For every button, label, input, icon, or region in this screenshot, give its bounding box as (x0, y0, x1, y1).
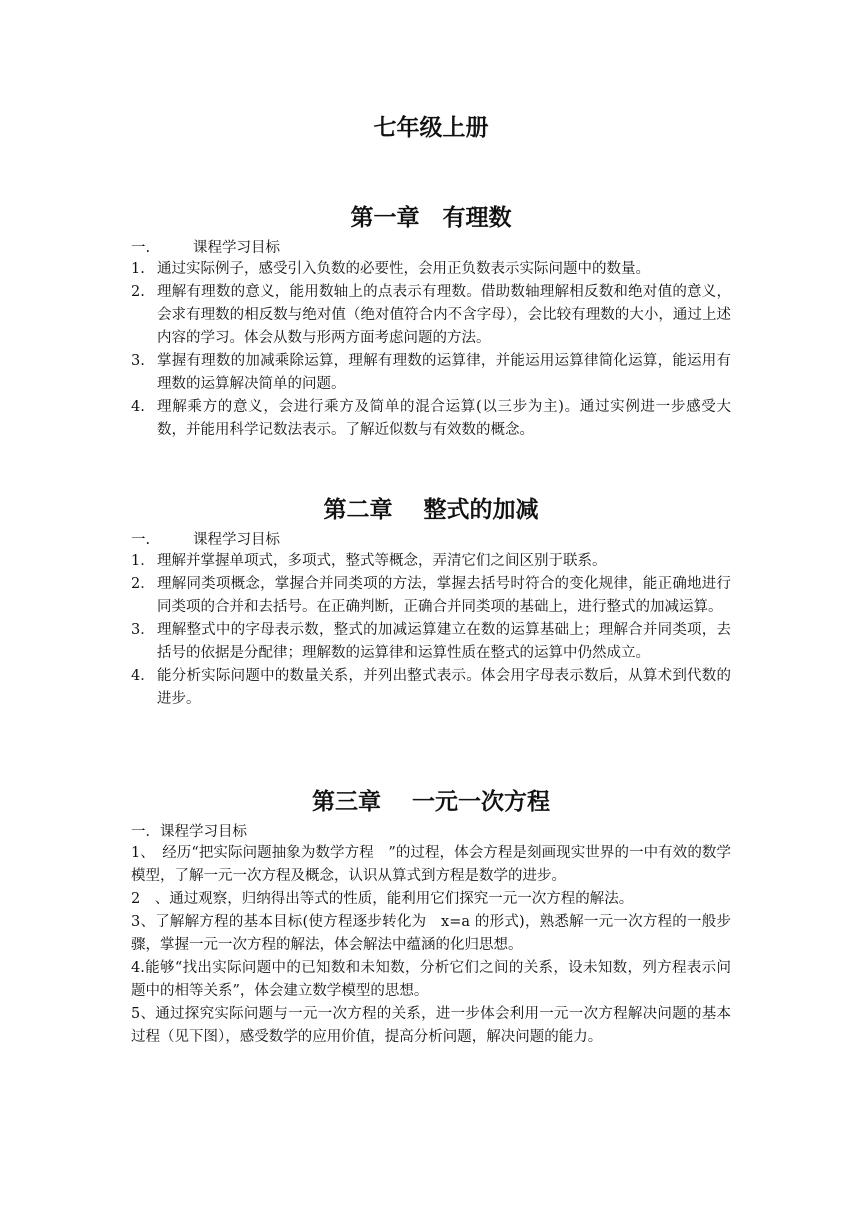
item-number: 4． (131, 668, 155, 684)
goal-paragraph: 2 、通过观察，归纳得出等式的性质，能利用它们探究一元一次方程的解法。 (131, 891, 634, 907)
chapter-title: 第二章 整式的加减 (323, 496, 539, 523)
goal-list (131, 258, 731, 442)
section-heading: 一．课程学习目标 (131, 824, 247, 840)
item-text: 理解有理数的意义，能用数轴上的点表示有理数。借助数轴理解相反数和绝对值的意义，会求有理数的相反数与绝对值（绝对值符合内不含字母），会比较有理数的大小，通过上述内容的学习。体会从数与形两方面考虑问题的方法。 (157, 284, 731, 346)
list-item (131, 396, 731, 442)
section-number: 一. (131, 532, 151, 548)
page-title: 七年级上册 (373, 114, 489, 141)
goal-paragraph: 4.能够“找出实际问题中的已知数和未知数，分析它们之间的关系，设未知数，列方程表示问题中的相等关系”，体会建立数学模型的思想。 (131, 960, 731, 999)
chapter-2 (131, 494, 731, 711)
chapter-title: 第一章 有理数 (350, 204, 512, 231)
goal-list (131, 550, 731, 711)
goal-paragraph: 3、了解解方程的基本目标(使方程逐步转化为 x=a 的形式)，熟悉解一元一次方程的一般步骤，掌握一元一次方程的解法，体会解法中蕴涵的化归思想。 (131, 914, 731, 953)
list-item (131, 258, 731, 281)
item-number: 4. (131, 399, 145, 415)
list-item (131, 281, 731, 350)
item-text: 理解同类项概念，掌握合并同类项的方法，掌握去括号时符合的变化规律，能正确地进行同类项的合并和去括号。在正确判断，正确合并同类项的基础上，进行整式的加减运算。 (157, 576, 731, 615)
chapter-3 (131, 786, 731, 1049)
section-heading-text: 课程学习目标 (193, 532, 280, 548)
list-item (131, 550, 731, 573)
list-item (131, 350, 731, 396)
item-text: 理解乘方的意义，会进行乘方及简单的混合运算(以三步为主)。通过实例进一步感受大数，并能用科学记数法表示。了解近似数与有效数的概念。 (157, 399, 731, 438)
item-number: 1． (131, 553, 155, 569)
section-number: 一. (131, 240, 151, 256)
goal-paragraph: 5、通过探究实际问题与一元一次方程的关系，进一步体会利用一元一次方程解决问题的基本过程（见下图），感受数学的应用价值，提高分析问题，解决问题的能力。 (131, 1006, 731, 1045)
item-number: 1. (131, 261, 145, 277)
item-number: 2． (131, 576, 155, 592)
item-text: 理解整式中的字母表示数，整式的加减运算建立在数的运算基础上；理解合并同类项，去括号的依据是分配律；理解数的运算律和运算性质在整式的运算中仍然成立。 (157, 622, 731, 661)
goal-paragraph: 1、 经历“把实际问题抽象为数学方程 ”的过程，体会方程是刻画现实世界的一中有效的数学模型，了解一元一次方程及概念，认识从算式到方程是数学的进步。 (131, 845, 731, 884)
chapter-title: 第三章 一元一次方程 (311, 788, 550, 815)
list-item (131, 573, 731, 619)
section-heading-text: 课程学习目标 (193, 240, 280, 256)
item-text: 能分析实际问题中的数量关系，并列出整式表示。体会用字母表示数后，从算术到代数的进步。 (157, 668, 731, 707)
item-number: 3. (131, 353, 145, 369)
section-heading (131, 238, 731, 258)
list-item (131, 665, 731, 711)
item-text: 理解并掌握单项式，多项式，整式等概念，弄清它们之间区别于联系。 (157, 553, 607, 569)
section-heading (131, 530, 731, 550)
item-number: 3． (131, 622, 155, 638)
list-item (131, 619, 731, 665)
item-number: 2. (131, 284, 145, 300)
chapter-1 (131, 202, 731, 442)
item-text: 掌握有理数的加减乘除运算，理解有理数的运算律，并能运用运算律简化运算，能运用有理数的运算解决简单的问题。 (157, 353, 731, 392)
item-text: 通过实际例子，感受引入负数的必要性，会用正负数表示实际问题中的数量。 (157, 261, 650, 277)
